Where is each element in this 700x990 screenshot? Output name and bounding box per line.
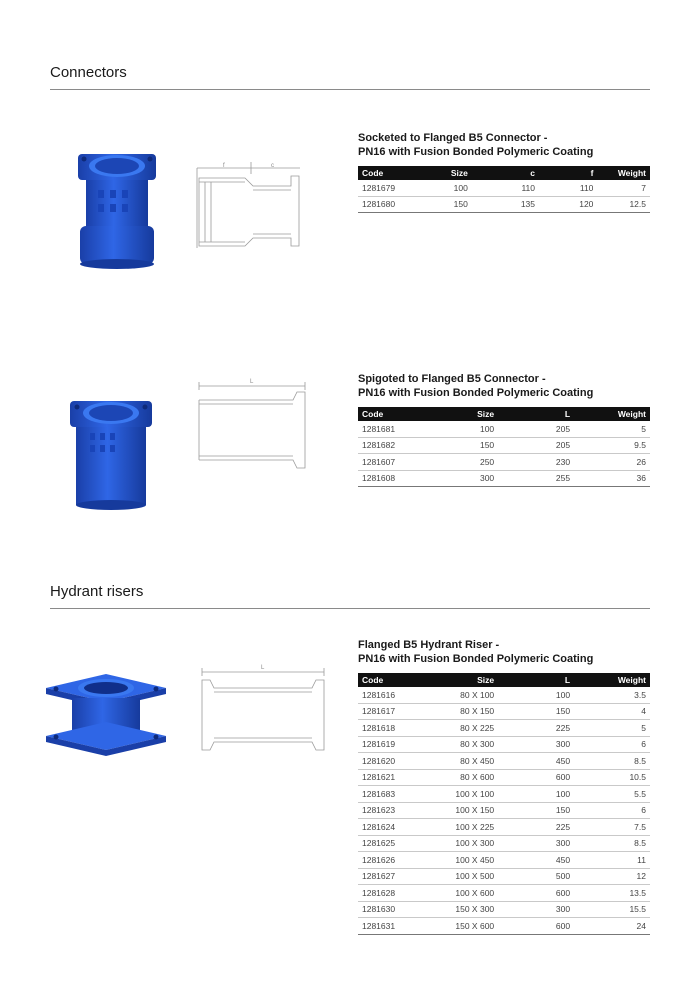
col-l: L <box>498 673 574 687</box>
cell-size: 100 <box>422 180 472 196</box>
cell-code: 1281627 <box>358 868 428 885</box>
table-header-row <box>358 166 650 180</box>
cell-l: 300 <box>498 736 574 753</box>
table-row <box>358 769 650 786</box>
cell-code: 1281607 <box>358 454 428 471</box>
table-row <box>358 802 650 819</box>
cell-weight: 5.5 <box>574 786 650 803</box>
cell-weight: 12 <box>574 868 650 885</box>
cell-l: 100 <box>498 687 574 703</box>
cell-code: 1281682 <box>358 437 428 454</box>
col-weight: Weight <box>574 673 650 687</box>
cell-l: 150 <box>498 802 574 819</box>
cell-size: 80 X 100 <box>428 687 498 703</box>
table-row <box>358 720 650 737</box>
cell-code: 1281624 <box>358 819 428 836</box>
spigoted-connector-title <box>358 372 650 400</box>
col-size: Size <box>422 166 472 180</box>
cell-size: 150 <box>428 437 498 454</box>
spigoted-connector-drawing <box>195 374 310 470</box>
cell-code: 1281679 <box>358 180 422 196</box>
table-row <box>358 786 650 803</box>
col-size: Size <box>428 407 498 421</box>
cell-l: 300 <box>498 901 574 918</box>
cell-c: 110 <box>472 180 539 196</box>
cell-size: 300 <box>428 470 498 487</box>
drawing-label-l: L <box>261 665 265 671</box>
title-line-2: PN16 with Fusion Bonded Polymeric Coating <box>358 146 594 158</box>
cell-weight: 7 <box>597 180 650 196</box>
cell-l: 300 <box>498 835 574 852</box>
cell-code: 1281680 <box>358 196 422 213</box>
col-code: Code <box>358 166 422 180</box>
cell-weight: 26 <box>574 454 650 471</box>
hydrant-riser-table-body <box>358 687 650 934</box>
cell-code: 1281618 <box>358 720 428 737</box>
cell-code: 1281619 <box>358 736 428 753</box>
drawing-label-c: c <box>271 163 274 169</box>
cell-code: 1281621 <box>358 769 428 786</box>
table-row <box>358 421 650 437</box>
col-weight: Weight <box>574 407 650 421</box>
socketed-connector-drawing <box>195 158 305 254</box>
cell-f: 110 <box>539 180 597 196</box>
col-size: Size <box>428 673 498 687</box>
socketed-connector-photo <box>70 150 165 272</box>
table-row <box>358 454 650 471</box>
spigoted-connector-photo <box>68 397 156 515</box>
cell-size: 100 X 500 <box>428 868 498 885</box>
socketed-connector-table <box>358 166 650 213</box>
cell-weight: 8.5 <box>574 753 650 770</box>
cell-weight: 3.5 <box>574 687 650 703</box>
cell-code: 1281630 <box>358 901 428 918</box>
cell-code: 1281626 <box>358 852 428 869</box>
cell-weight: 4 <box>574 703 650 720</box>
cell-weight: 5 <box>574 720 650 737</box>
table-row <box>358 470 650 487</box>
socketed-connector-title <box>358 131 650 159</box>
cell-weight: 12.5 <box>597 196 650 213</box>
title-line-2: PN16 with Fusion Bonded Polymeric Coating <box>358 653 594 665</box>
cell-size: 80 X 225 <box>428 720 498 737</box>
table-row <box>358 918 650 935</box>
cell-code: 1281616 <box>358 687 428 703</box>
section-heading-connectors: Connectors <box>50 64 650 90</box>
cell-size: 100 X 100 <box>428 786 498 803</box>
title-line-1: Socketed to Flanged B5 Connector - <box>358 132 548 144</box>
cell-size: 100 X 150 <box>428 802 498 819</box>
cell-size: 80 X 300 <box>428 736 498 753</box>
table-row <box>358 868 650 885</box>
cell-size: 150 X 600 <box>428 918 498 935</box>
cell-weight: 8.5 <box>574 835 650 852</box>
cell-code: 1281620 <box>358 753 428 770</box>
cell-size: 150 <box>422 196 472 213</box>
cell-size: 250 <box>428 454 498 471</box>
cell-code: 1281628 <box>358 885 428 902</box>
cell-size: 150 X 300 <box>428 901 498 918</box>
table-row <box>358 703 650 720</box>
cell-size: 100 X 450 <box>428 852 498 869</box>
cell-size: 80 X 450 <box>428 753 498 770</box>
title-line-2: PN16 with Fusion Bonded Polymeric Coating <box>358 387 594 399</box>
cell-code: 1281608 <box>358 470 428 487</box>
cell-l: 450 <box>498 852 574 869</box>
cell-l: 255 <box>498 470 574 487</box>
cell-code: 1281681 <box>358 421 428 437</box>
cell-size: 100 <box>428 421 498 437</box>
col-c: c <box>472 166 539 180</box>
table-header-row <box>358 407 650 421</box>
cell-weight: 7.5 <box>574 819 650 836</box>
cell-l: 600 <box>498 885 574 902</box>
drawing-label-f: f <box>223 163 225 169</box>
col-f: f <box>539 166 597 180</box>
cell-l: 600 <box>498 918 574 935</box>
cell-c: 135 <box>472 196 539 213</box>
socketed-connector-block <box>358 131 650 213</box>
col-weight: Weight <box>597 166 650 180</box>
table-row <box>358 901 650 918</box>
cell-code: 1281631 <box>358 918 428 935</box>
table-header-row <box>358 673 650 687</box>
cell-l: 230 <box>498 454 574 471</box>
cell-weight: 5 <box>574 421 650 437</box>
hydrant-riser-drawing <box>198 662 328 754</box>
table-row <box>358 819 650 836</box>
table-row <box>358 852 650 869</box>
drawing-label-l: L <box>250 379 254 385</box>
cell-weight: 6 <box>574 802 650 819</box>
cell-size: 80 X 600 <box>428 769 498 786</box>
cell-size: 80 X 150 <box>428 703 498 720</box>
table-row <box>358 736 650 753</box>
spigoted-connector-table <box>358 407 650 487</box>
table-row <box>358 753 650 770</box>
table-row <box>358 687 650 703</box>
col-code: Code <box>358 673 428 687</box>
cell-l: 225 <box>498 720 574 737</box>
cell-code: 1281625 <box>358 835 428 852</box>
cell-l: 150 <box>498 703 574 720</box>
table-row <box>358 180 650 196</box>
hydrant-riser-block <box>358 638 650 935</box>
cell-size: 100 X 225 <box>428 819 498 836</box>
col-code: Code <box>358 407 428 421</box>
table-row <box>358 835 650 852</box>
hydrant-riser-photo <box>42 670 170 762</box>
cell-size: 100 X 600 <box>428 885 498 902</box>
table-row <box>358 437 650 454</box>
hydrant-riser-table <box>358 673 650 935</box>
cell-weight: 10.5 <box>574 769 650 786</box>
cell-weight: 13.5 <box>574 885 650 902</box>
cell-l: 100 <box>498 786 574 803</box>
cell-l: 205 <box>498 421 574 437</box>
title-line-1: Spigoted to Flanged B5 Connector - <box>358 373 546 385</box>
cell-size: 100 X 300 <box>428 835 498 852</box>
col-l: L <box>498 407 574 421</box>
cell-weight: 36 <box>574 470 650 487</box>
cell-l: 225 <box>498 819 574 836</box>
table-row <box>358 885 650 902</box>
cell-l: 500 <box>498 868 574 885</box>
cell-code: 1281683 <box>358 786 428 803</box>
cell-weight: 24 <box>574 918 650 935</box>
cell-code: 1281623 <box>358 802 428 819</box>
cell-weight: 6 <box>574 736 650 753</box>
cell-code: 1281617 <box>358 703 428 720</box>
cell-weight: 15.5 <box>574 901 650 918</box>
cell-l: 205 <box>498 437 574 454</box>
cell-l: 450 <box>498 753 574 770</box>
table-row <box>358 196 650 213</box>
cell-l: 600 <box>498 769 574 786</box>
spigoted-connector-block <box>358 372 650 487</box>
cell-f: 120 <box>539 196 597 213</box>
section-heading-hydrant-risers: Hydrant risers <box>50 583 650 609</box>
hydrant-riser-title <box>358 638 650 666</box>
cell-weight: 11 <box>574 852 650 869</box>
title-line-1: Flanged B5 Hydrant Riser - <box>358 639 500 651</box>
cell-weight: 9.5 <box>574 437 650 454</box>
